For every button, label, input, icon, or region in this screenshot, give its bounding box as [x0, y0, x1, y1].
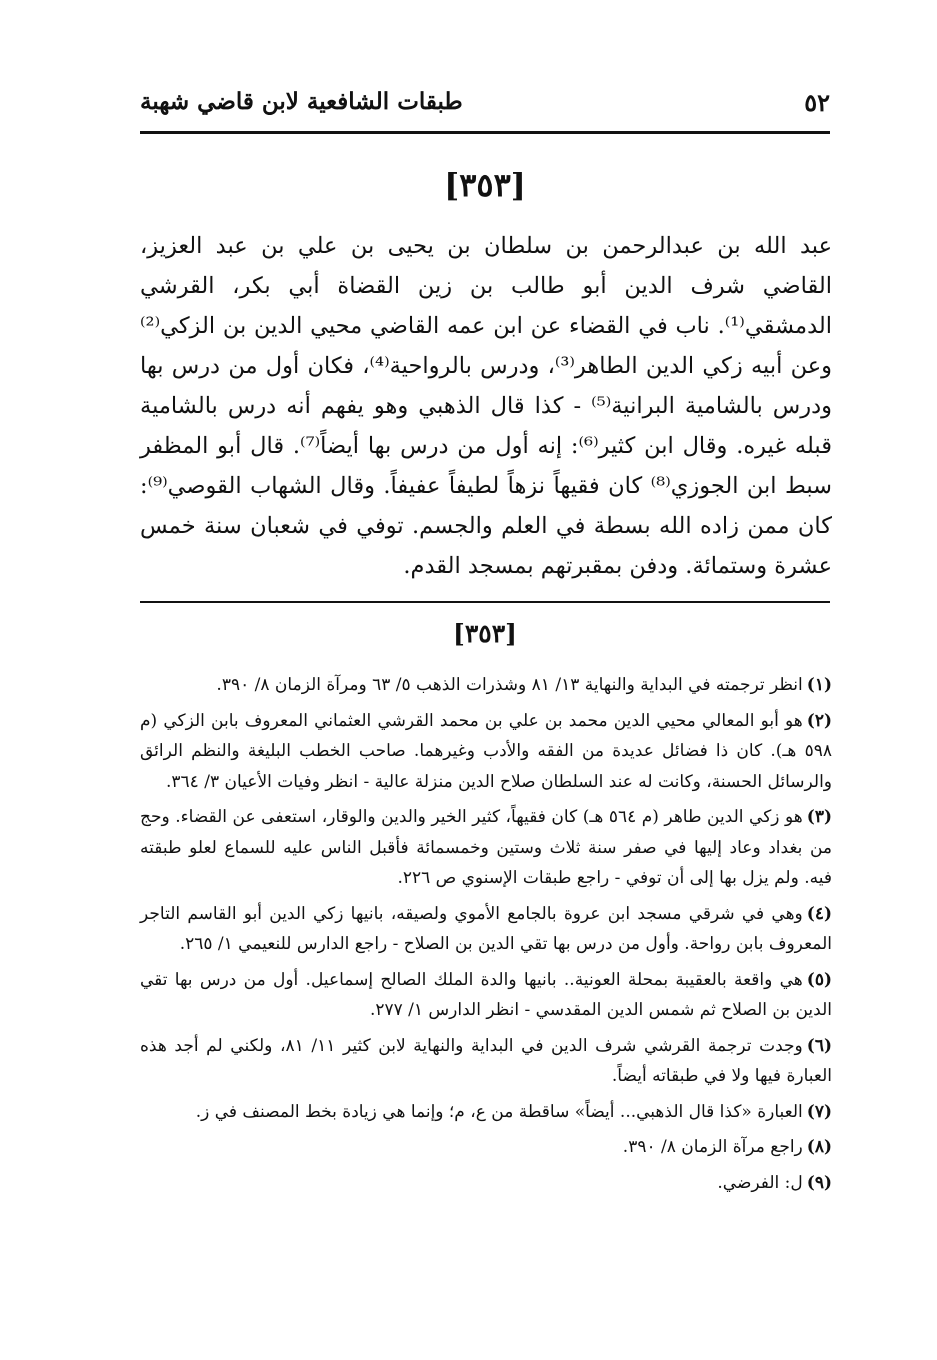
footnote-9	[140, 1168, 832, 1199]
entry-number: [٣٥٣]	[444, 166, 526, 204]
footnote-separator	[140, 601, 830, 603]
page-number: ٥٢	[804, 88, 830, 117]
footnote-text: العبارة «كذا قال الذهبي... أيضاً» ساقطة من ع، م؛ وإنما هي زيادة بخط المصنف في ز.	[195, 1101, 803, 1122]
footnotes-list	[140, 670, 832, 1203]
footnote-text: هو زكي الدين طاهر (م ٥٦٤ هـ) كان فقيهاً، كثير الخير والدين والوقار، استعفى عن القضاء. وحج من بغداد وعاد إليها في صفر سنة ثلاث وستين وخمسمائة فأقبل الناس عليه للسماع لعلو طبقته فيه. ولم يزل بها إلى أن توفي - راجع طبقات الإسنوي ص ٢٢٦.	[140, 807, 832, 888]
header-rule	[140, 131, 830, 134]
footnote-3	[140, 802, 832, 894]
footnote-1	[140, 670, 832, 701]
footnote-mark: (٥)	[806, 969, 832, 990]
footnote-mark: (٩)	[806, 1172, 832, 1193]
footnote-text: ل: الفرضي.	[717, 1172, 803, 1193]
footnote-text: وهي في شرقي مسجد ابن عروة بالجامع الأموي ولصيقه، بانيها زكي الدين أبو القاسم التاجر المعروف بابن رواحة. وأول من درس بها تقي الدين بن الصلاح - راجع الدارس للنعيمي ١/ ٢٦٥.	[140, 903, 832, 954]
footnote-6	[140, 1031, 832, 1092]
footnote-entry-number: [٣٥٣]	[453, 619, 517, 648]
footnote-mark: (١)	[806, 675, 832, 695]
book-title: طبقات الشافعية لابن قاضي شهبة	[140, 88, 463, 115]
biography-paragraph: عبد الله بن عبدالرحمن بن سلطان بن يحيى بن علي بن عبد العزيز، القاضي شرف الدين أبو طالب بن زين القضاة أبي بكر، القرشي الدمشقي⁽¹⁾. ناب في القضاء عن ابن عمه القاضي محيي الدين بن الزكي⁽²⁾ وعن أبيه زكي الدين الطاهر⁽³⁾، ودرس بالرواحية⁽⁴⁾، فكان أول من درس بها ودرس بالشامية البرانية⁽⁵⁾ - كذا قال الذهبي وهو يفهم أنه درس بالشامية قبله غيره. وقال ابن كثير⁽⁶⁾: إنه أول من درس بها أيضاً⁽⁷⁾. قال أبو المظفر سبط ابن الجوزي⁽⁸⁾ كان فقيهاً نزهاً لطيفاً عفيفاً. وقال الشهاب القوصي⁽⁹⁾: كان ممن زاده الله بسطة في العلم والجسم. توفي في شعبان سنة خمس عشرة وستمائة. ودفن بمقبرتهم بمسجد القدم.	[140, 233, 833, 579]
footnote-mark: (٧)	[806, 1101, 832, 1122]
footnote-mark: (٨)	[806, 1137, 832, 1157]
footnote-text: هو أبو المعالي محيي الدين محمد بن علي بن محمد القرشي العثماني المعروف بابن الزكي (م ٥٩٨ هـ). كان ذا فضائل عديدة من الفقه والأدب وغيرهما. صاحب الخطب البليغة والنظم الرائق والرسائل الحسنة، وكانت له عند السلطان صلاح الدين منزلة عالية - انظر وفيات الأعيان ٣/ ٣٦٤.	[140, 710, 832, 792]
running-header	[140, 84, 830, 124]
footnote-7	[140, 1097, 832, 1128]
footnote-8	[140, 1132, 832, 1163]
biography-text	[140, 226, 832, 586]
footnote-text: راجع مرآة الزمان ٨/ ٣٩٠.	[622, 1137, 803, 1157]
footnote-text: وجدت ترجمة القرشي شرف الدين في البداية والنهاية لابن كثير ١١/ ٨١، ولكني لم أجد هذه العبارة فيها ولا في طبقاته أيضاً.	[140, 1035, 832, 1086]
footnote-text: انظر ترجمته في البداية والنهاية ١٣/ ٨١ وشذرات الذهب ٥/ ٦٣ ومرآة الزمان ٨/ ٣٩٠.	[216, 675, 803, 695]
footnote-mark: (٤)	[806, 903, 832, 924]
footnote-2	[140, 706, 832, 798]
footnote-mark: (٣)	[806, 807, 833, 827]
footnote-5	[140, 965, 832, 1026]
footnote-4	[140, 899, 832, 960]
footnote-mark: (٢)	[806, 710, 832, 731]
footnote-text: هي واقعة بالعقيبة بمحلة العونية.. بانيها والدة الملك الصالح إسماعيل. أول من درس بها تقي الدين بن الصلاح ثم شمس الدين المقدسي - انظر الدارس ١/ ٢٧٧.	[140, 969, 832, 1020]
footnote-mark: (٦)	[806, 1035, 832, 1056]
